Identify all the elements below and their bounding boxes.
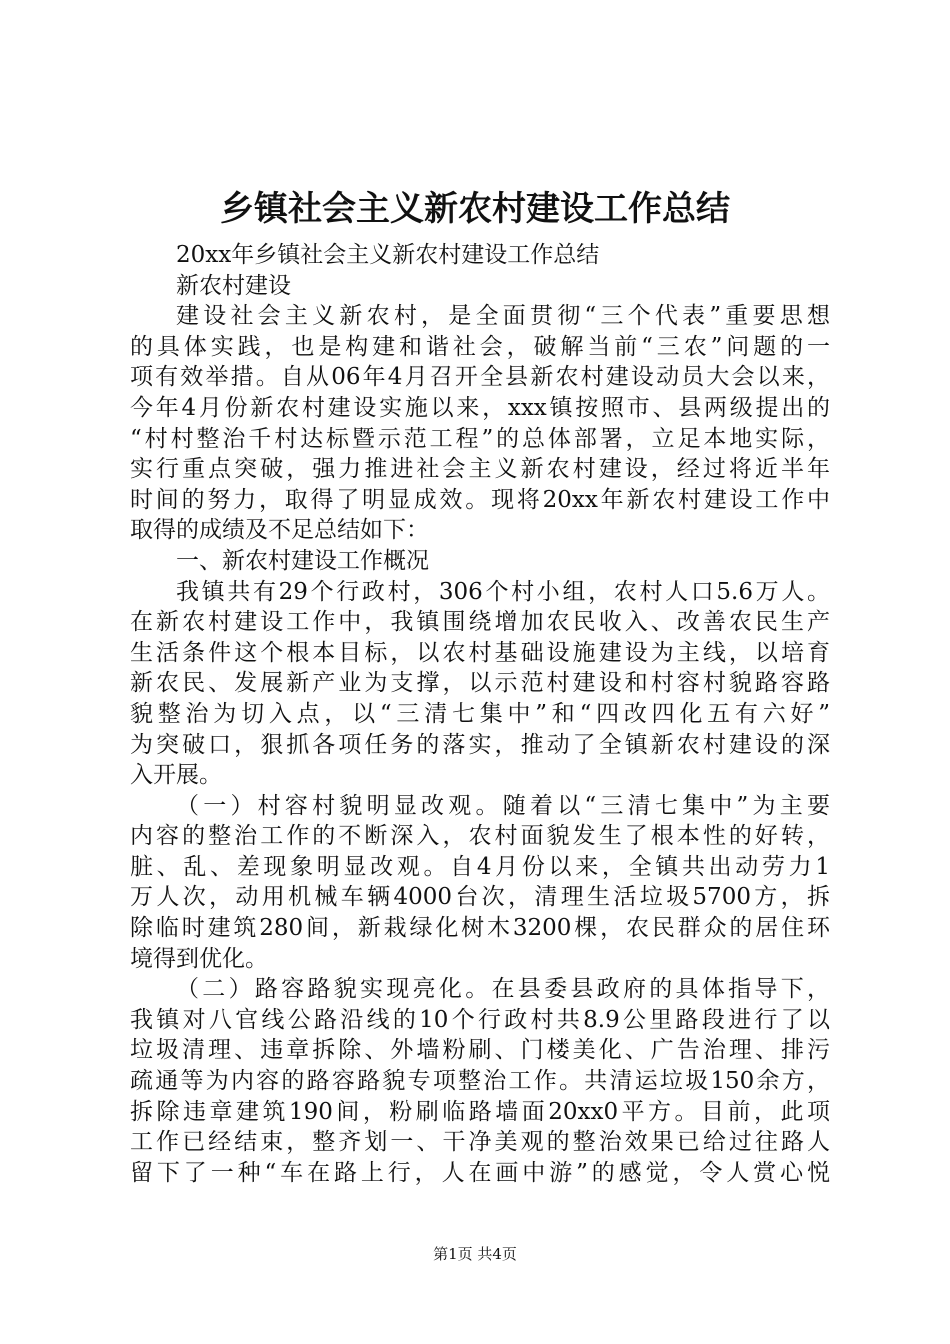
body-line: 建设社会主义新农村，是全面贯彻“三个代表”重要思想 — [176, 303, 830, 330]
document-body — [130, 240, 830, 1188]
body-line: 貌整治为切入点，以“三清七集中”和“四改四化五有六好” — [130, 700, 830, 727]
body-line: 我镇共有29个行政村，306个村小组，农村人口5.6万人。 — [176, 578, 830, 605]
document-title: 乡镇社会主义新农村建设工作总结 — [220, 189, 730, 229]
body-line: 项有效举措。自从06年4月召开全县新农村建设动员大会以来， — [130, 364, 830, 391]
body-line: 时间的努力，取得了明显成效。现将20xx年新农村建设工作中 — [130, 486, 830, 513]
body-line: 一、新农村建设工作概况 — [176, 547, 429, 574]
body-line: 疏通等为内容的路容路貌专项整治工作。共清运垃圾150余方， — [130, 1068, 830, 1095]
body-line: 取得的成绩及不足总结如下： — [130, 517, 429, 544]
body-line: 留下了一种“车在路上行，人在画中游”的感觉，令人赏心悦 — [130, 1159, 830, 1186]
body-line: 脏、乱、差现象明显改观。自4月份以来，全镇共出动劳力1 — [130, 853, 830, 880]
page-footer: 第1页 共4页 — [433, 1245, 517, 1263]
body-line: 生活条件这个根本目标，以农村基础设施建设为主线，以培育 — [130, 639, 830, 666]
body-line: 新农民、发展新产业为支撑，以示范村建设和村容村貌路容路 — [130, 670, 830, 697]
body-line: 今年4月份新农村建设实施以来，xxx镇按照市、县两级提出的 — [130, 394, 830, 421]
body-line: 为突破口，狠抓各项任务的落实，推动了全镇新农村建设的深 — [130, 731, 830, 758]
body-line: 在新农村建设工作中，我镇围绕增加农民收入、改善农民生产 — [130, 609, 830, 636]
body-line: 新农村建设 — [176, 272, 291, 299]
body-line: “村村整治千村达标暨示范工程”的总体部署，立足本地实际， — [130, 425, 830, 452]
body-line: 工作已经结束，整齐划一、干净美观的整治效果已给过往路人 — [130, 1129, 830, 1156]
body-line: 除临时建筑280间，新栽绿化树木3200棵，农民群众的居住环 — [130, 915, 830, 942]
body-line: 20xx年乡镇社会主义新农村建设工作总结 — [176, 242, 600, 268]
body-line: 内容的整治工作的不断深入，农村面貌发生了根本性的好转， — [130, 823, 830, 850]
body-line: （一）村容村貌明显改观。随着以“三清七集中”为主要 — [176, 792, 830, 819]
body-line: 垃圾清理、违章拆除、外墙粉刷、门楼美化、广告治理、排污 — [130, 1037, 830, 1064]
body-line: （二）路容路貌实现亮化。在县委县政府的具体指导下， — [176, 976, 830, 1003]
body-line: 境得到优化。 — [130, 945, 268, 972]
body-line: 的具体实践，也是构建和谐社会，破解当前“三农”问题的一 — [130, 333, 830, 360]
body-line: 拆除违章建筑190间，粉刷临路墙面20xx0平方。目前，此项 — [130, 1098, 830, 1125]
body-line: 我镇对八官线公路沿线的10个行政村共8.9公里路段进行了以 — [130, 1006, 830, 1033]
body-line: 实行重点突破，强力推进社会主义新农村建设，经过将近半年 — [130, 456, 830, 483]
body-line: 万人次，动用机械车辆4000台次，清理生活垃圾5700方，拆 — [130, 884, 830, 911]
body-line: 入开展。 — [130, 762, 222, 789]
